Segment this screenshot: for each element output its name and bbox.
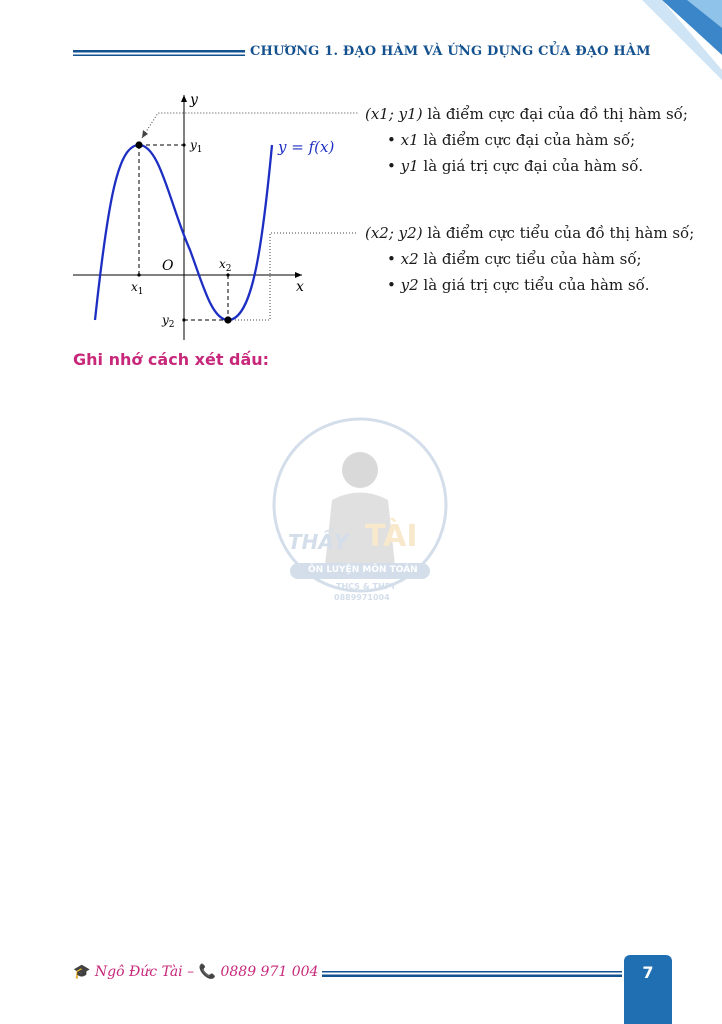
minimum-point xyxy=(224,316,231,323)
min-item1-text: là điểm cực tiểu của hàm số; xyxy=(418,250,642,268)
y1-tick xyxy=(182,143,185,146)
phone-icon: 📞 xyxy=(198,964,217,980)
max-item2-text: là giá trị cực đại của hàm số. xyxy=(418,157,644,175)
author-phone: 0889 971 004 xyxy=(220,964,319,980)
max-point-notation: (x1; y1) xyxy=(365,105,423,123)
min-item2-var: y2 xyxy=(400,276,419,294)
y1-label: $y_1$ xyxy=(190,138,203,155)
watermark-line5: 0889971004 xyxy=(334,593,390,602)
footer-author: 🎓 Ngô Đức Tài – 📞 0889 971 004 xyxy=(73,964,319,980)
graduation-cap-icon: 🎓 xyxy=(73,964,91,980)
max-connector xyxy=(142,113,358,138)
min-point-notation: (x2; y2) xyxy=(365,224,423,242)
remember-heading: Ghi nhớ cách xét dấu: xyxy=(73,350,270,369)
max-item2-var: y1 xyxy=(400,157,419,175)
x2-label: $x_2$ xyxy=(219,257,232,274)
min-item2-text: là giá trị cực tiểu của hàm số. xyxy=(418,276,650,294)
minimum-description: (x2; y2) là điểm cực tiểu của đồ thị hàm số; • x2 là điểm cực tiểu của hàm số; • y2 là giá trị cực tiểu của hàm số. xyxy=(365,224,695,294)
watermark-line4: THCS & THPT xyxy=(336,582,396,591)
watermark-line3: ÔN LUYỆN MÔN TOÁN xyxy=(308,565,418,575)
maximum-point xyxy=(135,141,142,148)
watermark-line2: TÀI xyxy=(365,519,418,554)
y-axis-label: y xyxy=(190,92,198,108)
chapter-title: CHƯƠNG 1. ĐẠO HÀM VÀ ỨNG DỤNG CỦA ĐẠO HÀM xyxy=(250,44,651,59)
function-label: y = f(x) xyxy=(278,138,335,156)
x-axis-label: x xyxy=(296,279,304,295)
author-name: Ngô Đức Tài xyxy=(94,964,183,980)
max-item1-var: x1 xyxy=(400,131,419,149)
y2-tick xyxy=(182,318,185,321)
origin-label: O xyxy=(162,258,174,274)
page-number: 7 xyxy=(642,963,654,982)
maximum-description: (x1; y1) là điểm cực đại của đồ thị hàm số; • x1 là điểm cực đại của hàm số; • y1 là giá trị cực đại của hàm số. xyxy=(365,105,688,175)
footer-rule xyxy=(322,971,622,979)
y-axis-arrow xyxy=(181,95,187,102)
watermark-line1: THẦY xyxy=(288,530,349,554)
watermark-logo xyxy=(270,415,450,605)
x1-label: $x_1$ xyxy=(131,280,144,297)
x-axis-arrow xyxy=(295,272,302,278)
min-item1-var: x2 xyxy=(400,250,419,268)
min-title-text: là điểm cực tiểu của đồ thị hàm số; xyxy=(422,224,695,242)
x1-tick xyxy=(137,273,140,276)
header-rule xyxy=(73,50,245,58)
max-item1-text: là điểm cực đại của hàm số; xyxy=(418,131,636,149)
max-title-text: là điểm cực đại của đồ thị hàm số; xyxy=(422,105,688,123)
y2-label: $y_2$ xyxy=(162,313,175,330)
